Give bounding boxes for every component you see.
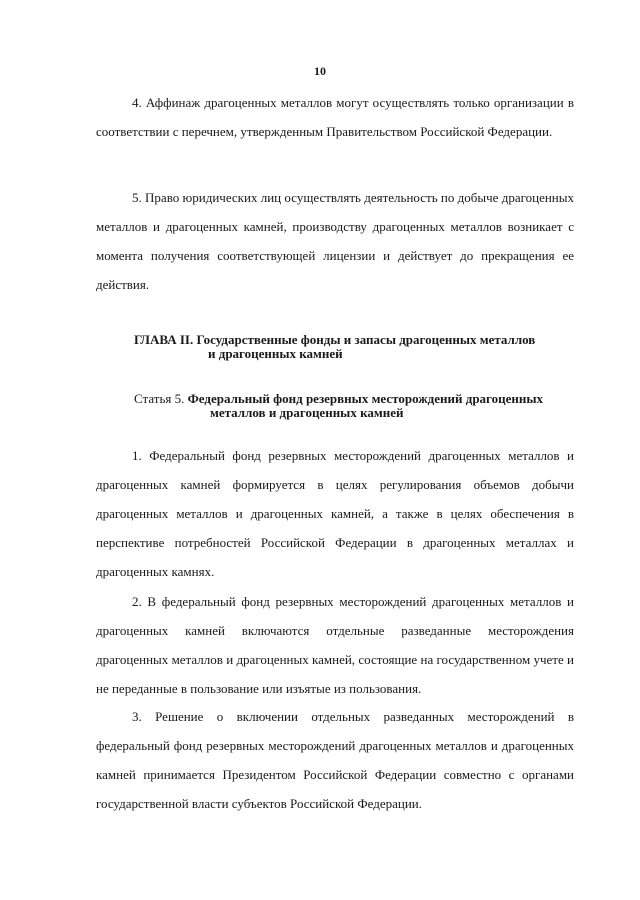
article-heading [134, 392, 574, 420]
chapter-heading-line1: ГЛАВА II. Государственные фонды и запасы драгоценных металлов [134, 332, 536, 347]
paragraph-5-license-rights: 5. Право юридических лиц осуществлять деятельность по добыче драгоценных металлов и драгоценных камней, производству драгоценных металлов возникает с момента получения соответствующей лицензии и действует до прекращения ее действия. [96, 190, 574, 292]
chapter-heading [134, 333, 554, 361]
chapter-heading-line2: и драгоценных камней [208, 346, 343, 361]
paragraph-article5-item1: 1. Федеральный фонд резервных месторождений драгоценных металлов и драгоценных камней формируется в целях регулирования объемов добычи драгоценных металлов и драгоценных камней, а также в целях обеспечения в перспективе потребностей Российской Федерации в драгоценных металлах и драгоценных камнях. [96, 448, 574, 579]
article-title-line2: металлов и драгоценных камней [210, 405, 404, 420]
paragraph-article5-item3: 3. Решение о включении отдельных разведанных месторождений в федеральный фонд резервных месторождений драгоценных металлов и драгоценных камней принимается Президентом Российской Федерации совместно с органами государственной власти субъектов Российской Федерации. [96, 709, 574, 811]
paragraph-article5-item2: 2. В федеральный фонд резервных месторождений драгоценных металлов и драгоценных камней включаются отдельные разведанные месторождения драгоценных металлов и драгоценных камней, состоящие на государственном учете и не переданные в пользование или изъятые из пользования. [96, 594, 574, 696]
article-title-line1: Федеральный фонд резервных месторождений драгоценных [187, 391, 544, 406]
page-number: 10 [314, 64, 326, 78]
article-number: Статья 5. [134, 391, 185, 406]
paragraph-4-refining: 4. Аффинаж драгоценных металлов могут осуществлять только организации в соответствии с перечнем, утвержденным Правительством Российской Федерации. [96, 95, 574, 139]
